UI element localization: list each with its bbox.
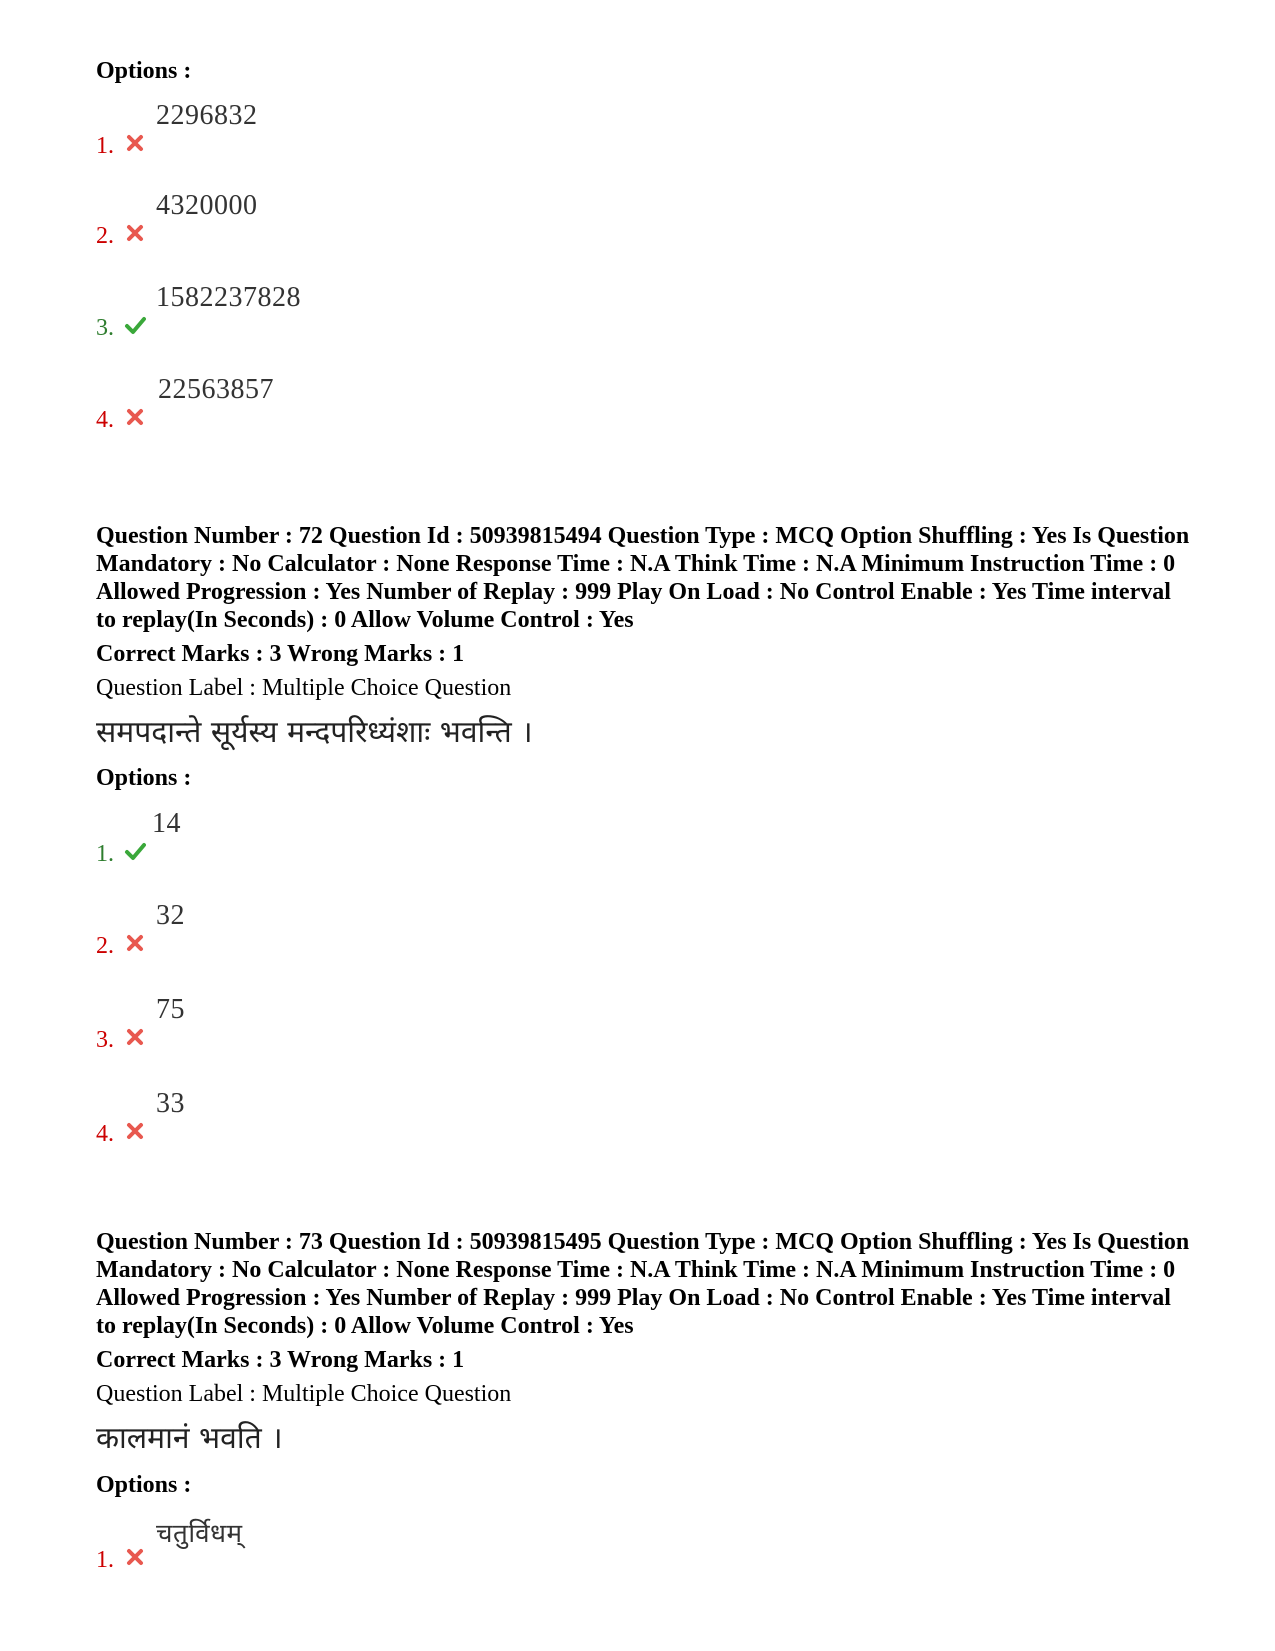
question-72-label: Question Label : Multiple Choice Question	[96, 675, 512, 701]
option-value: 32	[156, 900, 185, 931]
option-value: 1582237828	[156, 282, 301, 313]
option-value: 4320000	[156, 190, 258, 221]
option-number: 1.	[96, 133, 114, 159]
option-number: 3.	[96, 1027, 114, 1053]
option-value: चतुर्विधम्	[156, 1519, 243, 1549]
question-72-text: समपदान्ते सूर्यस्य मन्दपरिध्यंशाः भवन्ति ।	[96, 715, 533, 750]
cross-icon	[124, 1120, 146, 1142]
option-number: 1.	[96, 841, 114, 867]
option-value: 14	[152, 808, 181, 839]
check-icon	[124, 840, 146, 862]
option-number: 2.	[96, 933, 114, 959]
cross-icon	[124, 1026, 146, 1048]
cross-icon	[124, 932, 146, 954]
option-2	[96, 900, 696, 960]
check-icon	[124, 314, 146, 336]
option-3	[96, 994, 696, 1054]
cross-icon	[124, 1546, 146, 1568]
cross-icon	[124, 406, 146, 428]
question-72-meta: Question Number : 72 Question Id : 50939815494 Question Type : MCQ Option Shuffling : Yes Is Question Mandatory : No Calculator : None Response Time : N.A Think Time : N.A Minimum Instruction Time : 0 Allowed Progression : Yes Number of Replay : 999 Play On Load : No Control Enable : Yes Time interval to replay(In Seconds) : 0 Allow Volume Control : Yes	[96, 523, 1190, 633]
option-value: 33	[156, 1088, 185, 1119]
option-number: 4.	[96, 1121, 114, 1147]
option-1	[96, 1514, 696, 1574]
cross-icon	[124, 222, 146, 244]
option-1	[96, 100, 696, 160]
option-2	[96, 190, 696, 250]
option-1	[96, 808, 696, 868]
question-72-marks: Correct Marks : 3 Wrong Marks : 1	[96, 641, 465, 667]
option-number: 4.	[96, 407, 114, 433]
question-73-meta: Question Number : 73 Question Id : 50939815495 Question Type : MCQ Option Shuffling : Yes Is Question Mandatory : No Calculator : None Response Time : N.A Think Time : N.A Minimum Instruction Time : 0 Allowed Progression : Yes Number of Replay : 999 Play On Load : No Control Enable : Yes Time interval to replay(In Seconds) : 0 Allow Volume Control : Yes	[96, 1229, 1190, 1339]
option-value: 2296832	[156, 100, 258, 131]
option-4	[96, 374, 696, 434]
option-number: 3.	[96, 315, 114, 341]
option-value: 75	[156, 994, 185, 1025]
option-4	[96, 1088, 696, 1148]
question-73-text: कालमानं भवति ।	[96, 1421, 283, 1456]
cross-icon	[124, 132, 146, 154]
option-value: 22563857	[158, 374, 274, 405]
options-heading: Options :	[96, 1472, 192, 1498]
question-73-marks: Correct Marks : 3 Wrong Marks : 1	[96, 1347, 465, 1373]
option-number: 2.	[96, 223, 114, 249]
options-heading: Options :	[96, 765, 192, 791]
option-3	[96, 282, 696, 342]
option-number: 1.	[96, 1547, 114, 1573]
options-heading: Options :	[96, 58, 192, 84]
question-73-label: Question Label : Multiple Choice Question	[96, 1381, 512, 1407]
